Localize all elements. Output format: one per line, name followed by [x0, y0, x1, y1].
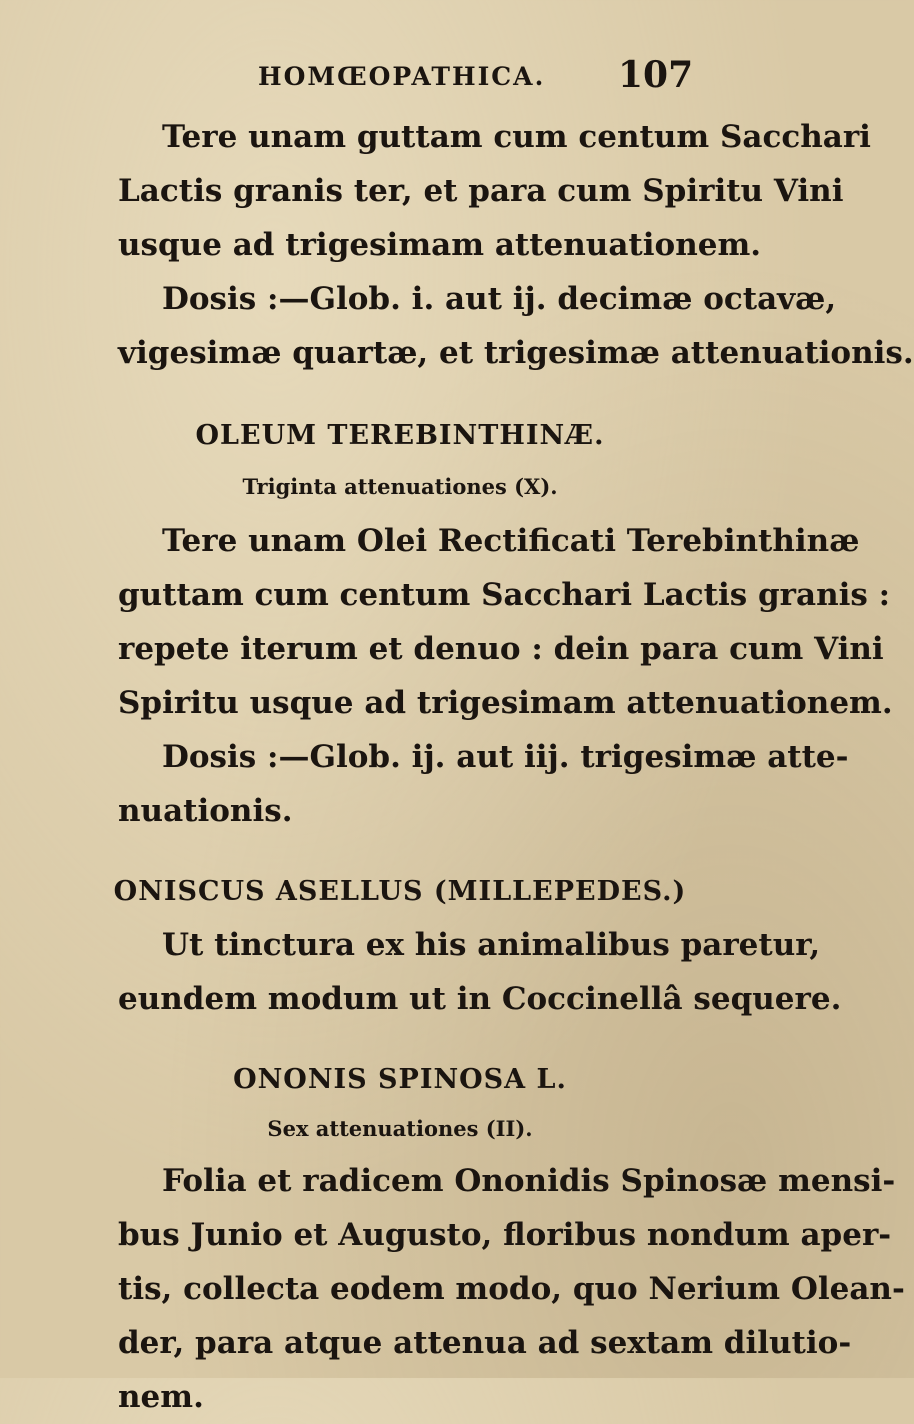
text-line: eundem modum ut in Coccinellâ sequere.	[118, 981, 842, 1017]
text-line: Spiritu usque ad trigesimam attenuationem.	[118, 685, 893, 721]
text-line: Lactis granis ter, et para cum Spiritu Vini	[118, 173, 844, 209]
running-header	[0, 54, 800, 98]
section-heading-ononis-spinosa: ONONIS SPINOSA L.	[233, 1064, 567, 1095]
section-heading-oniscus-asellus: ONISCUS ASELLUS (MILLEPEDES.)	[113, 876, 687, 907]
text-line: vigesimæ quartæ, et trigesimæ attenuationis.	[118, 335, 914, 371]
text-line: usque ad trigesimam attenuationem.	[118, 227, 762, 263]
text-line: nem.	[118, 1379, 204, 1415]
text-line: repete iterum et denuo : dein para cum Vini	[118, 631, 884, 667]
section-heading-oleum-terebinthinae: OLEUM TEREBINTHINÆ.	[195, 420, 605, 451]
text-line: Ut tinctura ex his animalibus paretur,	[162, 927, 821, 963]
section-subheading-attenuations: Triginta attenuationes (X).	[242, 474, 558, 499]
page-number: 107	[618, 54, 694, 96]
text-line: Tere unam Olei Rectificati Terebinthinæ	[162, 523, 860, 559]
section-subheading-attenuations-2: Sex attenuationes (II).	[267, 1116, 533, 1141]
paragraph-sacchari-preparation	[118, 110, 871, 272]
paragraph-dosis-1	[118, 272, 914, 380]
text-line: Dosis :—Glob. i. aut ij. decimæ octavæ,	[162, 281, 837, 317]
text-line: nuationis.	[118, 793, 293, 829]
text-line: Tere unam guttam cum centum Sacchari	[162, 119, 871, 155]
paragraph-ononis-preparation	[118, 1154, 905, 1424]
text-line: guttam cum centum Sacchari Lactis granis :	[118, 577, 891, 613]
paragraph-dosis-2	[118, 730, 849, 838]
paragraph-oleum-preparation	[118, 514, 893, 730]
text-line: tis, collecta eodem modo, quo Nerium Olean-	[118, 1271, 905, 1307]
text-line: der, para atque attenua ad sextam dilutio-	[118, 1325, 852, 1361]
paragraph-oniscus-preparation	[118, 918, 842, 1026]
text-line: bus Junio et Augusto, floribus nondum aper-	[118, 1217, 892, 1253]
running-title: HOMŒOPATHICA.	[258, 62, 546, 91]
text-line: Folia et radicem Ononidis Spinosæ mensi-	[162, 1163, 896, 1199]
text-line: Dosis :—Glob. ij. aut iij. trigesimæ atte-	[162, 739, 849, 775]
